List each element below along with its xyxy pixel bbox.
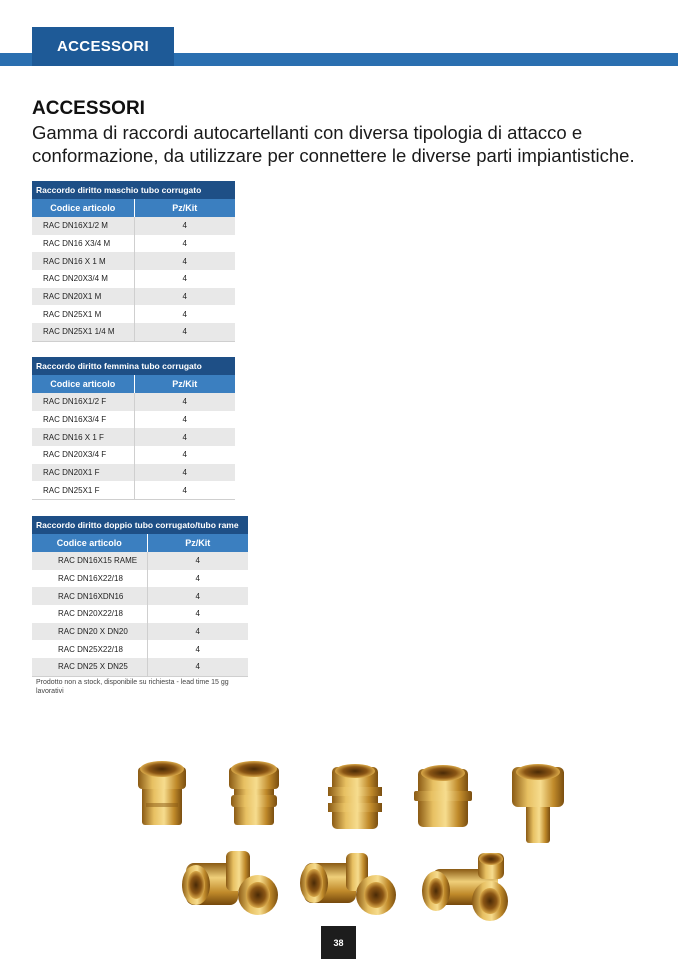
cell-code: RAC DN16XDN16	[32, 587, 147, 605]
cell-code: RAC DN25X1 1/4 M	[32, 323, 134, 341]
cell-qty: 4	[134, 305, 235, 323]
cell-code: RAC DN20X22/18	[32, 605, 147, 623]
cell-code: RAC DN16X15 RAME	[32, 552, 147, 570]
cell-qty: 4	[134, 411, 235, 429]
cell-code: RAC DN20X1 F	[32, 464, 134, 482]
table-row	[32, 605, 248, 623]
cell-qty: 4	[134, 464, 235, 482]
cell-qty: 4	[134, 288, 235, 306]
cell-qty: 4	[134, 428, 235, 446]
table-row	[32, 393, 235, 411]
cell-code: RAC DN25X1 F	[32, 481, 134, 499]
cell-qty: 4	[134, 323, 235, 341]
table-row	[32, 323, 235, 341]
cell-qty: 4	[147, 640, 248, 658]
cell-code: RAC DN16 X 1 M	[32, 252, 134, 270]
cell-qty: 4	[134, 481, 235, 499]
cell-code: RAC DN20X3/4 M	[32, 270, 134, 288]
cell-code: RAC DN16X1/2 M	[32, 217, 134, 235]
cell-qty: 4	[147, 570, 248, 588]
table-caption: Raccordo diritto maschio tubo corrugato	[32, 181, 235, 199]
table-row	[32, 270, 235, 288]
product-photo	[0, 745, 678, 935]
table-row	[32, 235, 235, 253]
table-caption: Raccordo diritto femmina tubo corrugato	[32, 357, 235, 375]
table-row	[32, 428, 235, 446]
table-double-fittings	[32, 516, 248, 677]
column-header-code: Codice articolo	[32, 199, 134, 217]
stock-note: Prodotto non a stock, disponibile su richiesta - lead time 15 gg lavorativi	[36, 679, 229, 695]
fitting-straight-male-icon	[138, 761, 186, 825]
table-male-fittings	[32, 181, 235, 342]
cell-code: RAC DN20 X DN20	[32, 623, 147, 641]
table-caption: Raccordo diritto doppio tubo corrugato/tubo rame	[32, 516, 248, 534]
table-row	[32, 552, 248, 570]
table-row	[32, 570, 248, 588]
cell-code: RAC DN16X22/18	[32, 570, 147, 588]
fitting-straight-female-icon	[328, 764, 382, 829]
page-number: 38	[321, 926, 356, 959]
table-row	[32, 288, 235, 306]
cell-code: RAC DN16 X3/4 M	[32, 235, 134, 253]
column-header-qty: Pz/Kit	[134, 375, 235, 393]
elbow-fitting-icon	[300, 853, 396, 915]
cell-qty: 4	[147, 658, 248, 676]
table-row	[32, 464, 235, 482]
section-tab: ACCESSORI	[32, 27, 174, 66]
cell-code: RAC DN25 X DN25	[32, 658, 147, 676]
cell-qty: 4	[134, 235, 235, 253]
table-female-fittings	[32, 357, 235, 500]
column-header-code: Codice articolo	[32, 534, 147, 552]
table-row	[32, 305, 235, 323]
fitting-straight-male-icon	[229, 761, 279, 825]
column-header-qty: Pz/Kit	[134, 199, 235, 217]
cell-qty: 4	[134, 252, 235, 270]
elbow-fitting-icon	[182, 851, 278, 915]
fitting-straight-female-icon	[414, 765, 472, 827]
cell-qty: 4	[147, 623, 248, 641]
table-row	[32, 446, 235, 464]
column-header-qty: Pz/Kit	[147, 534, 248, 552]
table-row	[32, 217, 235, 235]
tee-fitting-icon	[422, 853, 508, 921]
cell-qty: 4	[134, 217, 235, 235]
table-row	[32, 481, 235, 499]
table-row	[32, 640, 248, 658]
cell-qty: 4	[134, 446, 235, 464]
table-row	[32, 587, 248, 605]
cell-code: RAC DN25X1 M	[32, 305, 134, 323]
cell-code: RAC DN16X3/4 F	[32, 411, 134, 429]
table-row	[32, 411, 235, 429]
intro-text: Gamma di raccordi autocartellanti con diversa tipologia di attacco e conformazione, da utilizzare per connettere le diverse parti impiantistiche.	[32, 122, 635, 166]
cell-code: RAC DN20X3/4 F	[32, 446, 134, 464]
cell-code: RAC DN20X1 M	[32, 288, 134, 306]
column-header-code: Codice articolo	[32, 375, 134, 393]
fitting-straight-copper-icon	[512, 764, 564, 843]
table-row	[32, 658, 248, 676]
cell-qty: 4	[147, 587, 248, 605]
cell-qty: 4	[134, 270, 235, 288]
table-row	[32, 252, 235, 270]
cell-code: RAC DN16 X 1 F	[32, 428, 134, 446]
cell-code: RAC DN16X1/2 F	[32, 393, 134, 411]
table-row	[32, 623, 248, 641]
cell-qty: 4	[147, 552, 248, 570]
page-title: ACCESSORI	[32, 98, 145, 119]
cell-qty: 4	[134, 393, 235, 411]
cell-qty: 4	[147, 605, 248, 623]
cell-code: RAC DN25X22/18	[32, 640, 147, 658]
